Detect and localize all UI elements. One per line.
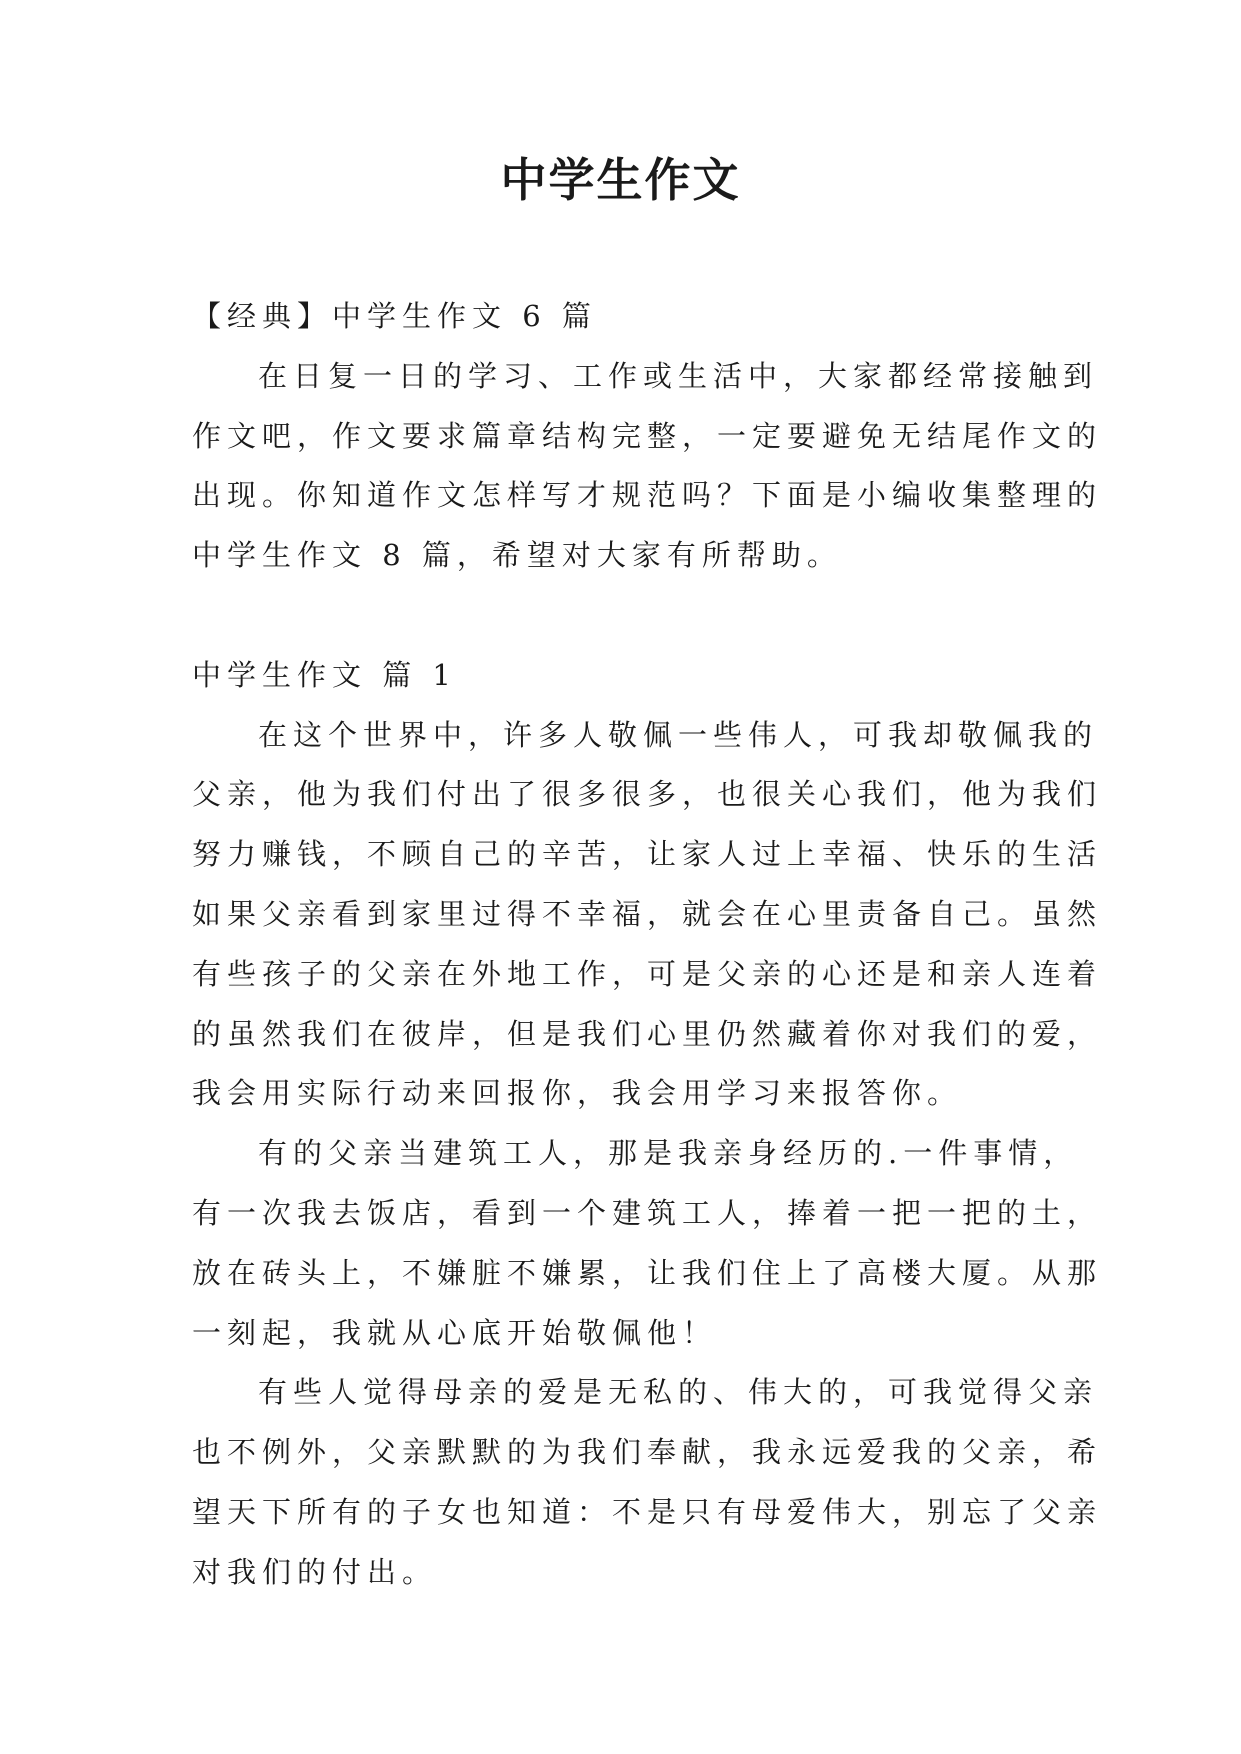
paragraph-line: 出现。你知道作文怎样写才规范吗？下面是小编收集整理的 <box>192 478 1103 513</box>
paragraph-line: 放在砖头上，不嫌脏不嫌累，让我们住上了高楼大厦。从那 <box>192 1255 1103 1290</box>
document-title: 中学生作文 <box>500 153 741 207</box>
paragraph-line: 有一次我去饭店，看到一个建筑工人，捧着一把一把的土， <box>192 1195 1103 1230</box>
body-paragraph-1 <box>192 706 1103 1125</box>
paragraph-line: 在这个世界中，许多人敬佩一些伟人，可我却敬佩我的 <box>258 717 1099 752</box>
paragraph-line: 对我们的付出。 <box>192 1554 438 1589</box>
paragraph-line: 中学生作文 8 篇，希望对大家有所帮助。 <box>192 538 842 573</box>
paragraph-line: 如果父亲看到家里过得不幸福，就会在心里责备自己。虽然 <box>192 896 1103 931</box>
paragraph-line: 有的父亲当建筑工人，那是我亲身经历的.一件事情， <box>258 1136 1079 1171</box>
intro-paragraph <box>192 347 1103 586</box>
paragraph-line: 父亲，他为我们付出了很多很多，也很关心我们，他为我们 <box>192 777 1103 812</box>
paragraph-line: 一刻起，我就从心底开始敬佩他！ <box>192 1315 718 1350</box>
body-paragraph-3 <box>192 1363 1103 1602</box>
paragraph-line: 作文吧，作文要求篇章结构完整，一定要避免无结尾作文的 <box>192 418 1103 453</box>
blank-line <box>192 586 1052 646</box>
document-body <box>192 287 1103 1603</box>
document-subtitle: 【经典】中学生作文 6 篇 <box>192 299 597 333</box>
paragraph-line: 也不例外，父亲默默的为我们奉献，我永远爱我的父亲，希 <box>192 1435 1103 1470</box>
paragraph-line: 望天下所有的子女也知道：不是只有母爱伟大，别忘了父亲 <box>192 1494 1103 1529</box>
paragraph-line: 努力赚钱，不顾自己的辛苦，让家人过上幸福、快乐的生活 <box>192 837 1103 872</box>
paragraph-line: 有些人觉得母亲的爱是无私的、伟大的，可我觉得父亲 <box>258 1375 1099 1410</box>
paragraph-line: 有些孩子的父亲在外地工作，可是父亲的心还是和亲人连着 <box>192 956 1103 991</box>
paragraph-line: 我会用实际行动来回报你，我会用学习来报答你。 <box>192 1076 963 1111</box>
body-paragraph-2 <box>192 1124 1103 1363</box>
paragraph-line: 在日复一日的学习、工作或生活中，大家都经常接触到 <box>258 358 1099 393</box>
paragraph-line: 的虽然我们在彼岸，但是我们心里仍然藏着你对我们的爱， <box>192 1016 1103 1051</box>
section-heading: 中学生作文 篇 1 <box>192 657 457 692</box>
